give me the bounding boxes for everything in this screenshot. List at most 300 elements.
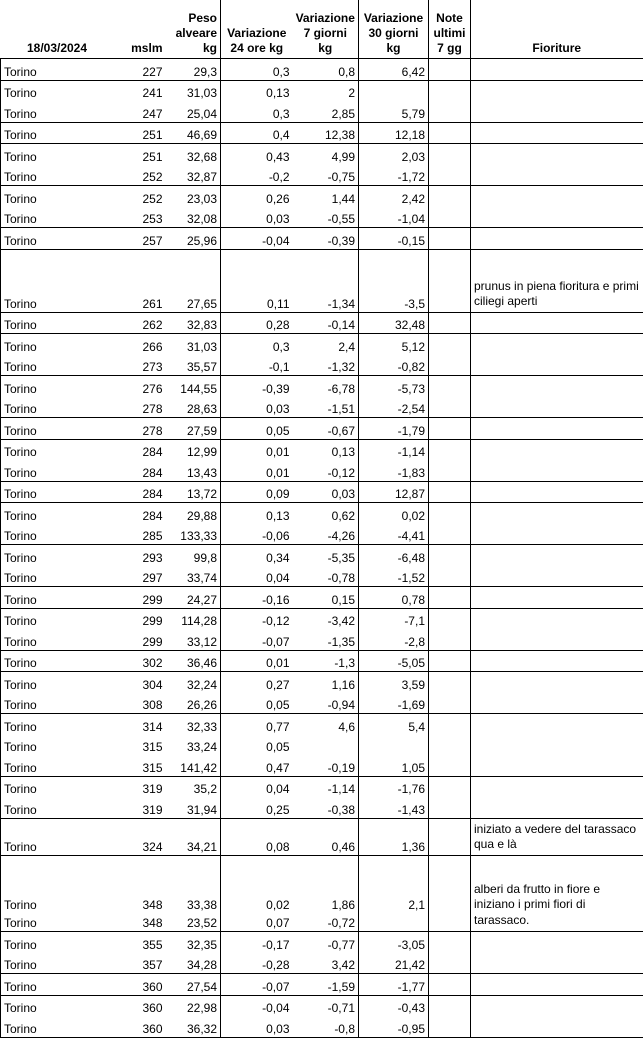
var24-cell: 0,07 xyxy=(221,913,293,932)
var30-cell: -7,1 xyxy=(359,608,429,629)
altitude-cell: 285 xyxy=(114,524,166,545)
weight-cell: 32,87 xyxy=(166,165,221,186)
var24-cell: 0,13 xyxy=(266,86,290,100)
var30-cell xyxy=(359,735,429,756)
var24-cell: 0,01 xyxy=(266,445,290,459)
table-row xyxy=(1,418,643,440)
altitude-cell: 304 xyxy=(142,677,163,692)
altitude-cell: 262 xyxy=(114,312,166,334)
location-cell: Torino xyxy=(1,376,114,397)
location-cell: Torino xyxy=(1,797,114,818)
altitude-cell: 252 xyxy=(114,165,166,186)
altitude-cell: 257 xyxy=(114,228,166,250)
blooms-cell: prunus in piena fioritura e primi ciliegi aperti xyxy=(471,249,643,312)
weight-cell: 31,03 xyxy=(166,80,221,101)
table-row xyxy=(1,481,643,503)
header-var30: Variazione 30 giorni kg xyxy=(359,0,429,59)
table-row xyxy=(1,59,643,81)
altitude-cell: 348 xyxy=(114,913,166,932)
var7-cell: -1,51 xyxy=(293,397,359,418)
altitude-cell: 227 xyxy=(114,59,166,81)
var30-cell: -4,41 xyxy=(359,524,429,545)
notes-cell xyxy=(429,481,471,503)
notes-cell xyxy=(429,566,471,587)
weight-cell: 33,38 xyxy=(166,855,221,913)
table-row xyxy=(1,608,643,629)
weight-cell: 99,8 xyxy=(166,545,221,566)
var24-cell: 0,05 xyxy=(221,693,293,714)
location-cell: Torino xyxy=(1,650,114,672)
var30-cell: -0,43 xyxy=(359,995,429,1016)
location-cell: Torino xyxy=(1,714,114,735)
blooms-cell xyxy=(471,334,643,355)
altitude-cell: 360 xyxy=(114,974,166,996)
blooms-cell xyxy=(471,207,643,228)
location-cell: Torino xyxy=(1,693,114,714)
var30-cell: -3,05 xyxy=(359,932,429,953)
table-row xyxy=(1,629,643,650)
table-row xyxy=(1,355,643,376)
blooms-cell xyxy=(471,144,643,165)
notes-cell xyxy=(429,693,471,714)
notes-cell xyxy=(429,818,471,855)
var7-cell: -0,77 xyxy=(293,932,359,953)
var24-cell: 0,77 xyxy=(266,719,290,734)
var7-cell: 0,46 xyxy=(293,818,359,855)
weight-cell: 133,33 xyxy=(166,524,221,545)
header-row xyxy=(1,0,643,59)
table-row xyxy=(1,439,643,460)
var30-cell: -0,95 xyxy=(359,1016,429,1037)
var24-cell: 0,03 xyxy=(221,207,293,228)
location-cell: Torino xyxy=(1,566,114,587)
var7-cell: -6,78 xyxy=(293,376,359,397)
location-cell: Torino xyxy=(1,524,114,545)
var24-cell: 0,04 xyxy=(266,782,290,796)
location-cell: Torino xyxy=(1,481,114,503)
var24-cell: 0,03 xyxy=(221,1016,293,1037)
table-row xyxy=(1,974,643,996)
var24-cell: 0,3 xyxy=(272,339,290,354)
blooms-cell xyxy=(471,376,643,397)
blooms-cell xyxy=(471,735,643,756)
header-var24: Variazione 24 ore kg xyxy=(221,0,293,59)
table-row xyxy=(1,207,643,228)
notes-cell xyxy=(429,165,471,186)
var24-cell: 0,05 xyxy=(266,740,290,754)
notes-cell xyxy=(429,974,471,996)
location-cell: Torino xyxy=(1,418,114,440)
var7-cell: -0,39 xyxy=(293,228,359,250)
blooms-cell xyxy=(471,629,643,650)
weight-cell: 35,57 xyxy=(166,355,221,376)
notes-cell xyxy=(429,672,471,693)
weight-cell: 32,83 xyxy=(166,312,221,334)
var30-cell: 12,87 xyxy=(359,481,429,503)
var7-cell: 2,4 xyxy=(293,334,359,355)
altitude-cell: 319 xyxy=(114,797,166,818)
var7-cell: 1,86 xyxy=(293,855,359,913)
weight-cell: 36,46 xyxy=(166,650,221,672)
altitude-cell: 261 xyxy=(114,249,166,312)
notes-cell xyxy=(429,439,471,460)
notes-cell xyxy=(429,755,471,776)
var24-cell: -0,2 xyxy=(221,165,293,186)
altitude-cell: 315 xyxy=(142,740,163,754)
var30-cell: -1,52 xyxy=(359,566,429,587)
weight-cell: 144,55 xyxy=(166,376,221,397)
location-cell: Torino xyxy=(1,397,114,418)
var7-cell: -4,26 xyxy=(293,524,359,545)
var30-cell: 32,48 xyxy=(359,312,429,334)
notes-cell xyxy=(429,186,471,207)
weight-cell: 25,96 xyxy=(166,228,221,250)
blooms-cell xyxy=(471,59,643,81)
location-cell: Torino xyxy=(1,439,114,460)
table-row xyxy=(1,503,643,524)
var7-cell: -0,78 xyxy=(293,566,359,587)
notes-cell xyxy=(429,460,471,481)
weight-cell: 31,94 xyxy=(166,797,221,818)
table-row xyxy=(1,995,643,1016)
var7-cell: -0,71 xyxy=(293,995,359,1016)
table-row xyxy=(1,122,643,144)
weight-cell: 36,32 xyxy=(166,1016,221,1037)
var24-cell: -0,12 xyxy=(262,614,290,628)
blooms-cell xyxy=(471,714,643,735)
var24-cell: 0,13 xyxy=(266,508,290,523)
altitude-cell: 324 xyxy=(114,818,166,855)
var24-cell: 0,28 xyxy=(221,312,293,334)
var30-cell xyxy=(359,913,429,932)
var7-cell: -1,3 xyxy=(293,650,359,672)
weight-cell: 27,65 xyxy=(166,249,221,312)
var7-cell: 0,03 xyxy=(293,481,359,503)
blooms-cell xyxy=(471,693,643,714)
blooms-cell xyxy=(471,797,643,818)
location-cell: Torino xyxy=(1,545,114,566)
blooms-cell xyxy=(471,122,643,144)
var24-cell: 0,3 xyxy=(221,59,293,81)
var30-cell: 12,18 xyxy=(359,122,429,144)
location-cell: Torino xyxy=(1,144,114,165)
weight-cell: 28,63 xyxy=(166,397,221,418)
blooms-cell xyxy=(471,101,643,122)
location-cell: Torino xyxy=(1,953,114,974)
var30-cell: -5,05 xyxy=(359,650,429,672)
var24-cell: 0,25 xyxy=(221,797,293,818)
location-cell: Torino xyxy=(1,587,114,609)
notes-cell xyxy=(429,524,471,545)
var7-cell: -0,55 xyxy=(293,207,359,228)
table-row xyxy=(1,80,643,101)
blooms-cell xyxy=(471,460,643,481)
notes-cell xyxy=(429,545,471,566)
var30-cell: -1,69 xyxy=(359,693,429,714)
var24-cell: 0,34 xyxy=(266,550,290,565)
var7-cell: 0,62 xyxy=(293,503,359,524)
location-cell: Torino xyxy=(1,59,114,81)
notes-cell xyxy=(429,122,471,144)
notes-cell xyxy=(429,995,471,1016)
notes-cell xyxy=(429,397,471,418)
var30-cell: 0,78 xyxy=(359,587,429,609)
table-row xyxy=(1,855,643,913)
var30-cell: -1,43 xyxy=(359,797,429,818)
table-row xyxy=(1,101,643,122)
var30-cell: 2,1 xyxy=(359,855,429,913)
altitude-cell: 299 xyxy=(142,614,163,628)
var7-cell: 2,85 xyxy=(293,101,359,122)
var30-cell: -6,48 xyxy=(359,545,429,566)
weight-cell: 12,99 xyxy=(166,439,221,460)
blooms-cell xyxy=(471,608,643,629)
var24-cell: 0,43 xyxy=(266,149,290,164)
table-row xyxy=(1,566,643,587)
weight-cell: 32,08 xyxy=(166,207,221,228)
location-cell: Torino xyxy=(1,1016,114,1037)
location-cell: Torino xyxy=(1,818,114,855)
var30-cell: -5,73 xyxy=(359,376,429,397)
location-cell: Torino xyxy=(1,122,114,144)
var30-cell: 1,36 xyxy=(359,818,429,855)
weight-cell: 13,72 xyxy=(166,481,221,503)
table-row xyxy=(1,755,643,776)
altitude-cell: 299 xyxy=(114,629,166,650)
altitude-cell: 241 xyxy=(142,86,163,100)
blooms-cell xyxy=(471,587,643,609)
blooms-cell xyxy=(471,755,643,776)
location-cell: Torino xyxy=(1,249,114,312)
header-weight: Peso alveare kg xyxy=(166,0,221,59)
table-row xyxy=(1,334,643,355)
var24-cell: 0,47 xyxy=(221,755,293,776)
weight-cell: 32,68 xyxy=(166,144,221,165)
altitude-cell: 276 xyxy=(142,381,163,396)
altitude-cell: 299 xyxy=(114,587,166,609)
var7-cell: 2 xyxy=(293,80,359,101)
weight-cell: 46,69 xyxy=(166,122,221,144)
var30-cell: 21,42 xyxy=(359,953,429,974)
blooms-cell xyxy=(471,418,643,440)
notes-cell xyxy=(429,80,471,101)
var24-cell: 0,08 xyxy=(221,818,293,855)
blooms-cell xyxy=(471,228,643,250)
location-cell: Torino xyxy=(1,755,114,776)
var7-cell: 0,8 xyxy=(293,59,359,81)
var24-cell: -0,39 xyxy=(262,381,290,396)
table-row xyxy=(1,1016,643,1037)
table-row xyxy=(1,587,643,609)
altitude-cell: 266 xyxy=(142,339,163,354)
altitude-cell: 314 xyxy=(142,719,163,734)
weight-cell: 114,28 xyxy=(166,608,221,629)
blooms-cell xyxy=(471,1016,643,1037)
var30-cell: 5,4 xyxy=(359,714,429,735)
weight-cell: 22,98 xyxy=(166,995,221,1016)
var24-cell: 0,27 xyxy=(266,677,290,692)
var7-cell: -0,12 xyxy=(293,460,359,481)
table-row xyxy=(1,144,643,165)
altitude-cell: 284 xyxy=(142,508,163,523)
altitude-cell: 355 xyxy=(142,937,163,952)
weight-cell: 27,59 xyxy=(166,418,221,440)
var7-cell: -0,72 xyxy=(293,913,359,932)
notes-cell xyxy=(429,953,471,974)
var24-cell: 0,02 xyxy=(266,897,290,912)
var24-cell: -0,07 xyxy=(221,629,293,650)
location-cell: Torino xyxy=(1,932,114,953)
var24-cell: -0,28 xyxy=(221,953,293,974)
weight-cell: 32,35 xyxy=(166,932,221,953)
location-cell: Torino xyxy=(1,355,114,376)
var24-cell: -0,06 xyxy=(221,524,293,545)
blooms-cell xyxy=(471,481,643,503)
var24-cell: 0,4 xyxy=(221,122,293,144)
notes-cell xyxy=(429,249,471,312)
var30-cell: 2,03 xyxy=(359,144,429,165)
altitude-cell: 315 xyxy=(114,755,166,776)
table-row xyxy=(1,672,643,693)
header-altitude: mslm xyxy=(114,0,166,59)
location-cell: Torino xyxy=(1,312,114,334)
table-row xyxy=(1,524,643,545)
location-cell: Torino xyxy=(1,101,114,122)
var7-cell: -0,75 xyxy=(293,165,359,186)
altitude-cell: 273 xyxy=(114,355,166,376)
table-row xyxy=(1,714,643,735)
var7-cell: 1,44 xyxy=(293,186,359,207)
blooms-cell xyxy=(471,312,643,334)
location-cell: Torino xyxy=(1,186,114,207)
var24-cell: 0,01 xyxy=(221,650,293,672)
table-row xyxy=(1,545,643,566)
weight-cell: 32,24 xyxy=(166,672,221,693)
weight-cell: 26,26 xyxy=(166,693,221,714)
var30-cell: -3,5 xyxy=(359,249,429,312)
var7-cell: -3,42 xyxy=(293,608,359,629)
var24-cell: 0,26 xyxy=(266,191,290,206)
header-date: 18/03/2024 xyxy=(1,0,114,59)
weight-cell: 24,27 xyxy=(166,587,221,609)
notes-cell xyxy=(429,776,471,797)
location-cell: Torino xyxy=(1,735,114,756)
altitude-cell: 319 xyxy=(142,782,163,796)
altitude-cell: 348 xyxy=(142,897,163,912)
blooms-cell xyxy=(471,953,643,974)
var24-cell: 0,11 xyxy=(221,249,293,312)
var24-cell: -0,1 xyxy=(221,355,293,376)
var7-cell: 0,13 xyxy=(293,439,359,460)
blooms-cell xyxy=(471,80,643,101)
notes-cell xyxy=(429,913,471,932)
var7-cell: -0,14 xyxy=(293,312,359,334)
var7-cell: 3,42 xyxy=(293,953,359,974)
var24-cell: 0,01 xyxy=(221,460,293,481)
weight-cell: 13,43 xyxy=(166,460,221,481)
var30-cell: -2,54 xyxy=(359,397,429,418)
blooms-cell xyxy=(471,995,643,1016)
var7-cell: -0,67 xyxy=(293,418,359,440)
altitude-cell: 360 xyxy=(114,1016,166,1037)
blooms-cell xyxy=(471,566,643,587)
weight-cell: 23,52 xyxy=(166,913,221,932)
var7-cell: 4,6 xyxy=(293,714,359,735)
notes-cell xyxy=(429,376,471,397)
table-row xyxy=(1,249,643,312)
var30-cell: -1,79 xyxy=(359,418,429,440)
var30-cell: 2,42 xyxy=(359,186,429,207)
table-row xyxy=(1,165,643,186)
weight-cell: 34,28 xyxy=(166,953,221,974)
altitude-cell: 284 xyxy=(142,445,163,459)
notes-cell xyxy=(429,629,471,650)
altitude-cell: 278 xyxy=(114,418,166,440)
notes-cell xyxy=(429,228,471,250)
notes-cell xyxy=(429,587,471,609)
notes-cell xyxy=(429,207,471,228)
table-row xyxy=(1,650,643,672)
table-row xyxy=(1,397,643,418)
blooms-cell xyxy=(471,672,643,693)
altitude-cell: 308 xyxy=(114,693,166,714)
var7-cell: 12,38 xyxy=(293,122,359,144)
var7-cell: -0,38 xyxy=(293,797,359,818)
blooms-cell xyxy=(471,524,643,545)
table-row xyxy=(1,818,643,855)
location-cell: Torino xyxy=(1,503,114,524)
notes-cell xyxy=(429,418,471,440)
notes-cell xyxy=(429,355,471,376)
var24-cell: -0,16 xyxy=(221,587,293,609)
altitude-cell: 293 xyxy=(142,550,163,565)
altitude-cell: 284 xyxy=(114,460,166,481)
location-cell: Torino xyxy=(1,608,114,629)
notes-cell xyxy=(429,59,471,81)
altitude-cell: 247 xyxy=(114,101,166,122)
var30-cell: -1,76 xyxy=(359,776,429,797)
notes-cell xyxy=(429,855,471,913)
altitude-cell: 302 xyxy=(114,650,166,672)
var7-cell: 0,15 xyxy=(293,587,359,609)
var30-cell: 1,05 xyxy=(359,755,429,776)
notes-cell xyxy=(429,334,471,355)
blooms-cell xyxy=(471,439,643,460)
altitude-cell: 357 xyxy=(114,953,166,974)
weight-cell: 29,3 xyxy=(166,59,221,81)
altitude-cell: 251 xyxy=(114,122,166,144)
weight-cell: 141,42 xyxy=(166,755,221,776)
var7-cell: -1,32 xyxy=(293,355,359,376)
location-cell: Torino xyxy=(1,855,114,913)
weight-cell: 27,54 xyxy=(166,974,221,996)
var30-cell: -2,8 xyxy=(359,629,429,650)
var7-cell: -1,14 xyxy=(293,776,359,797)
table-row xyxy=(1,953,643,974)
blooms-cell xyxy=(471,165,643,186)
location-cell: Torino xyxy=(1,913,114,932)
table-row xyxy=(1,460,643,481)
weight-cell: 33,74 xyxy=(166,566,221,587)
notes-cell xyxy=(429,312,471,334)
weight-cell: 23,03 xyxy=(166,186,221,207)
var30-cell: -1,72 xyxy=(359,165,429,186)
altitude-cell: 360 xyxy=(142,1001,163,1015)
location-cell: Torino xyxy=(1,80,114,101)
blooms-cell xyxy=(471,545,643,566)
weight-cell: 25,04 xyxy=(166,101,221,122)
header-blooms: Fioriture xyxy=(471,0,643,59)
